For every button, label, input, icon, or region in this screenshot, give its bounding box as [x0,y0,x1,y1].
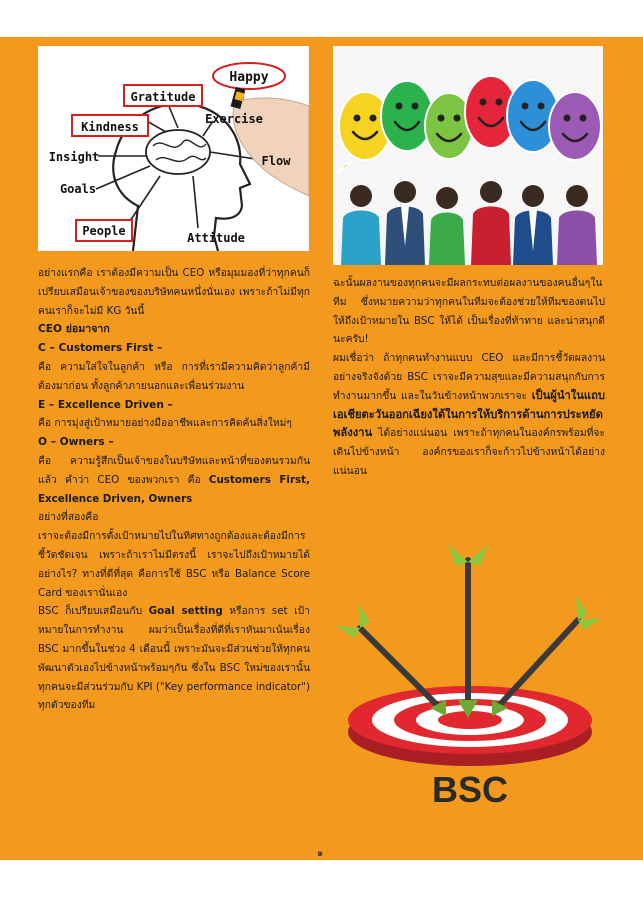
label-exercise: Exercise [205,112,263,126]
label-gratitude: Gratitude [130,90,196,104]
bsc-text-pre: BSC ก็เปรียบเสมือนกับ [38,605,149,618]
ceo-heading: CEO ย่อมาจาก [38,323,110,336]
left-text-column [38,264,310,715]
bsc-text-post: หรือการ set เป้าหมายในการทำงาน ผมว่าเป็นเรื่องที่ดีที่เราหันมาเน้นเรื่อง BSC มากขึ้นในช่วง 4 เดือนนี้ เพราะมันจะมีส่วนช่วยให้ทุกคน พัฒนาตัวเองไปข้างหน้าพร้อมๆกัน ซึ่งใน BSC ใหม่ของเรานั้น ทุกคนจะมีส่วนร่วมกับ KPI ("Key performance indicator") ทุกตัวของทีม [38,605,310,712]
conclusion-paragraph [333,349,605,481]
owners-paragraph [38,452,310,508]
excellence-driven-paragraph: คือ การมุ่งสู่เป้าหมายอย่างมืออาชีพและการคิดค้นสิ่งใหม่ๆ [38,417,292,430]
bsc-target-illustration [330,540,610,830]
goal-setting-bold: Goal setting [148,605,223,618]
owners-text: คือ ความรู้สึกเป็นเจ้าของในบริษัทและหน้าที่ของตนรวมกันแล้ว คำว่า CEO ของพวกเรา คือ [38,454,310,486]
smiley-team-illustration [333,46,603,265]
excellence-driven-heading: E – Excellence Driven – [38,398,173,411]
label-happy: Happy [229,70,269,85]
brain-words-svg [38,46,309,251]
customers-first-paragraph: คือ ความใส่ใจในลูกค้า หรือ การที่เรามีความคิดว่าลูกค้ามีต้องมาก่อน ทั้งลูกค้าภายนอกและเพื่อนร่วมงาน [38,360,310,392]
label-people: People [82,224,126,238]
intro-paragraph: อย่างแรกคือ เราต้องมีความเป็น CEO หรือมุมมองที่ว่าทุกคนก็เปรียบเสมือนเจ้าของของบริษัทคนหนึ่งนั่นเอง เพราะถ้าไม่มีทุกคนเราก็จะไม่มี KG วันนี้ [38,267,310,317]
conclusion-text-pre: ผมเชื่อว่า ถ้าทุกคนทำงานแบบ CEO และมีการชี้วัดผลงานอย่างจริงจังด้วย BSC เราจะมีความสุขและมีความสนุกกับการทำงานมากขึ้น และในวันข้างหน้าพวกเราจะ [333,352,605,402]
conclusion-text-post: ได้อย่างแน่นอน เพราะถ้าทุกคนในองค์กรพร้อมที่จะเดินไปข้างหน้า องค์กรของเราก็จะก้าวไปข้างหน้าได้อย่างแน่นอน [333,427,605,477]
vision-bold: เป็นผู้นำในแถบเอเชียตะวันออกเฉียงใต้ในการให้บริการด้านการประหยัดพลังงาน [333,388,605,440]
brain-words-illustration [38,46,309,251]
bsc-paragraph [38,602,310,715]
smiley-team-svg [333,46,603,265]
label-flow: Flow [261,154,291,168]
page-number: ๑ [316,848,324,859]
label-insight: Insight [48,150,100,164]
customers-first-heading: C – Customers First – [38,342,163,355]
label-attitude: Attitude [187,231,245,245]
right-text-column [333,274,605,481]
team-impact-paragraph: ฉะนั้นผลงานของทุกคนจะมีผลกระทบต่อผลงานของคนอื่นๆในทีม ซึ่งหมายความว่าทุกคนในทีมจะต้องช่วยให้ทีมของตนไปให้ถึงเป้าหมายใน BSC ให้ได้ เป็นเรื่องที่ท้าทาย และน่าสนุกดีนะครับ! [333,277,605,346]
owners-heading: O – Owners – [38,436,114,449]
goal-paragraph: เราจะต้องมีการตั้งเป้าหมายไปในทิศทางถูกต้องและต้องมีการชี้วัดชัดเจน เพราะถ้าเราไม่มีตรงนี้ เราจะไปถึงเป้าหมายได้อย่างไร? ทางที่ดีที่สุด คือการใช้ BSC หรือ Balance Score Card ของเรานั่นเอง [38,530,310,599]
label-goals: Goals [59,182,97,196]
label-kindness: Kindness [81,120,139,134]
bsc-label: BSC [431,769,509,810]
ceo-meaning-bold: Customers First, Excellence Driven, Owners [38,473,310,505]
second-heading: อย่างที่สองคือ [38,511,99,524]
